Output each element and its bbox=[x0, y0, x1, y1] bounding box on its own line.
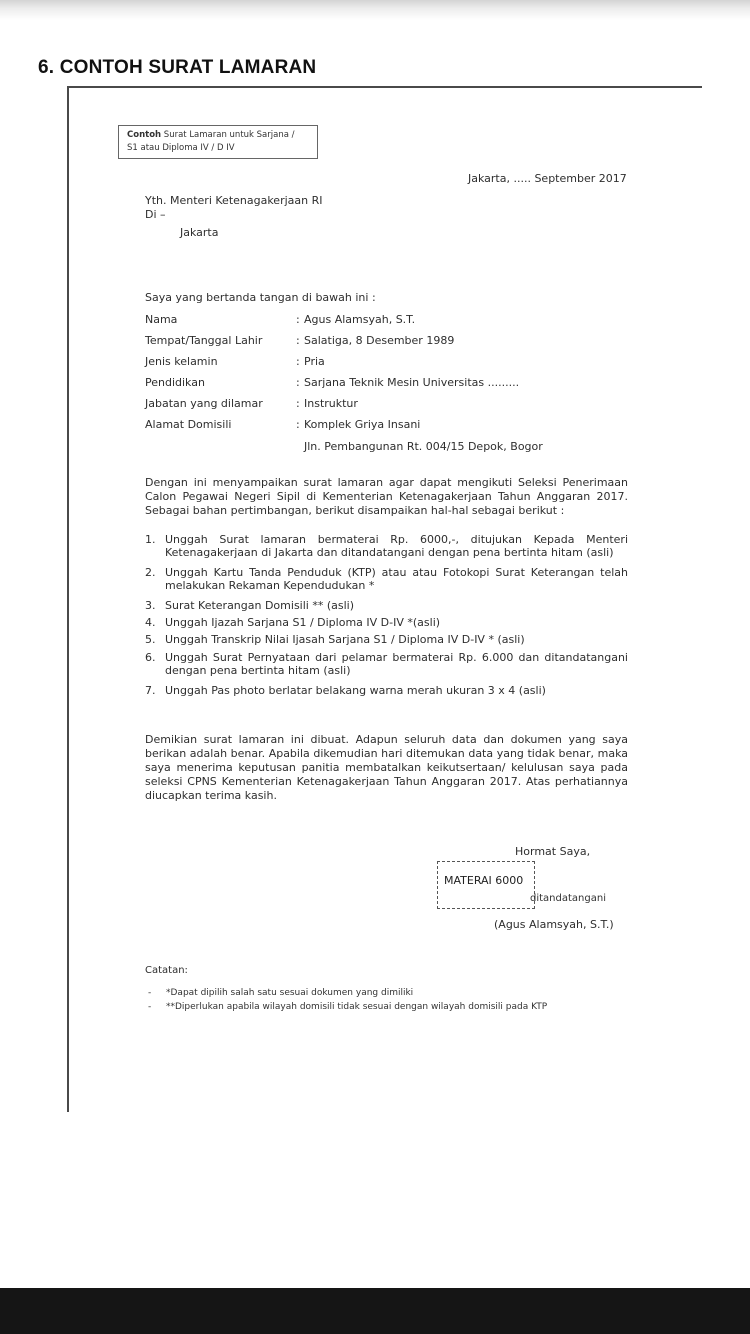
note-text: **Diperlukan apabila wilayah domisili tidak sesuai dengan wilayah domisili pada KTP bbox=[166, 1002, 548, 1012]
field-label: Alamat Domisili bbox=[145, 418, 232, 431]
list-number: 4. bbox=[145, 616, 156, 629]
list-number: 3. bbox=[145, 599, 156, 612]
list-text: Unggah Transkrip Nilai Ijasah Sarjana S1 / Diploma IV D-IV * (asli) bbox=[165, 633, 525, 646]
recipient-city: Jakarta bbox=[180, 226, 219, 239]
signer-name: (Agus Alamsyah, S.T.) bbox=[494, 918, 614, 931]
list-text: Surat Keterangan Domisili ** (asli) bbox=[165, 599, 354, 612]
recipient-line-2: Di – bbox=[145, 208, 166, 221]
bottom-bar bbox=[0, 1288, 750, 1334]
list-number: 6. bbox=[145, 651, 156, 664]
sample-caption-line2: S1 atau Diploma IV / D IV bbox=[127, 143, 235, 153]
list-text: Unggah Ijazah Sarjana S1 / Diploma IV D-IV *(asli) bbox=[165, 616, 441, 629]
document-top-border bbox=[67, 86, 702, 88]
stamp-label: MATERAI 6000 bbox=[444, 874, 524, 887]
note-dash: - bbox=[148, 988, 152, 998]
list-number: 2. bbox=[145, 566, 156, 579]
sample-caption-box bbox=[118, 125, 318, 159]
signed-note: ditandatangani bbox=[530, 893, 606, 904]
closing-paragraph: Demikian surat lamaran ini dibuat. Adapun seluruh data dan dokumen yang saya berikan adalah benar. Apabila dikemudian hari ditemukan data yang tidak benar, maka saya menerima keputusan panitia membatalkan keikutsertaan/ kelulusan saya pada seleksi CPNS Kementerian Ketenagakerjaan Tahun Anggaran 2017. Atas perhatiannya diucapkan terima kasih. bbox=[145, 733, 628, 802]
field-separator: : bbox=[296, 334, 300, 347]
notes-heading: Catatan: bbox=[145, 965, 188, 976]
field-value: Salatiga, 8 Desember 1989 bbox=[304, 334, 455, 347]
field-separator: : bbox=[296, 355, 300, 368]
field-separator: : bbox=[296, 376, 300, 389]
list-text: Unggah Kartu Tanda Penduduk (KTP) atau atau Fotokopi Surat Keterangan telah melakukan Rekaman Kependudukan * bbox=[165, 566, 628, 592]
field-label: Nama bbox=[145, 313, 178, 326]
intro-text: Saya yang bertanda tangan di bawah ini : bbox=[145, 291, 376, 304]
field-value: Sarjana Teknik Mesin Universitas ......... bbox=[304, 376, 520, 389]
section-heading: 6. CONTOH SURAT LAMARAN bbox=[38, 57, 317, 78]
list-number: 5. bbox=[145, 633, 156, 646]
list-number: 7. bbox=[145, 684, 156, 697]
list-text: Unggah Surat Pernyataan dari pelamar bermaterai Rp. 6.000 dan ditandatangani dengan pena bertinta hitam (asli) bbox=[165, 651, 628, 677]
list-text: Unggah Pas photo berlatar belakang warna merah ukuran 3 x 4 (asli) bbox=[165, 684, 546, 697]
field-separator: : bbox=[296, 418, 300, 431]
document-left-border bbox=[67, 86, 69, 1112]
letter-date: Jakarta, ..... September 2017 bbox=[468, 172, 627, 185]
field-value: Agus Alamsyah, S.T. bbox=[304, 313, 416, 326]
list-number: 1. bbox=[145, 533, 156, 546]
field-label: Pendidikan bbox=[145, 376, 205, 389]
note-dash: - bbox=[148, 1002, 152, 1012]
field-value: Instruktur bbox=[304, 397, 358, 410]
sample-caption-line1: Surat Lamaran untuk Sarjana / bbox=[161, 130, 295, 140]
top-edge-shadow bbox=[0, 0, 750, 20]
closing-salutation: Hormat Saya, bbox=[515, 845, 591, 858]
field-label: Jabatan yang dilamar bbox=[145, 397, 263, 410]
opening-paragraph: Dengan ini menyampaikan surat lamaran agar dapat mengikuti Seleksi Penerimaan Calon Pegawai Negeri Sipil di Kementerian Ketenagakerjaan Tahun Anggaran 2017. Sebagai bahan pertimbangan, berikut disampaikan hal-hal sebagai berikut : bbox=[145, 476, 628, 517]
field-separator: : bbox=[296, 397, 300, 410]
note-text: *Dapat dipilih salah satu sesuai dokumen yang dimiliki bbox=[166, 988, 414, 998]
address-continuation: Jln. Pembangunan Rt. 004/15 Depok, Bogor bbox=[304, 440, 543, 453]
field-value: Pria bbox=[304, 355, 325, 368]
recipient-line-1: Yth. Menteri Ketenagakerjaan RI bbox=[145, 194, 323, 207]
field-value: Komplek Griya Insani bbox=[304, 418, 421, 431]
field-label: Jenis kelamin bbox=[145, 355, 218, 368]
sample-caption-bold: Contoh bbox=[127, 130, 162, 140]
list-text: Unggah Surat lamaran bermaterai Rp. 6000,-, ditujukan Kepada Menteri Ketenagakerjaan di Jakarta dan ditandatangani dengan pena bertinta hitam (asli) bbox=[165, 533, 628, 559]
field-label: Tempat/Tanggal Lahir bbox=[145, 334, 263, 347]
field-separator: : bbox=[296, 313, 300, 326]
